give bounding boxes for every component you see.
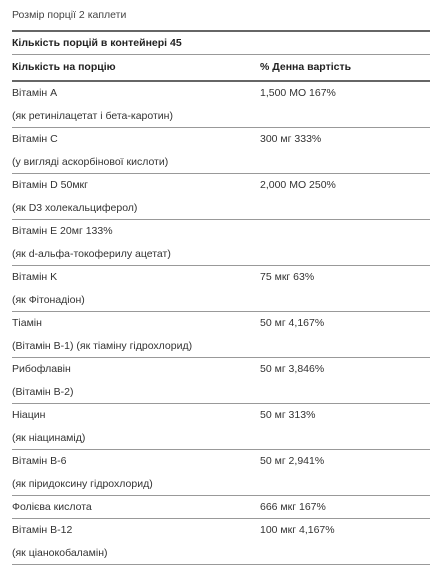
nutrient-value: 666 мкг 167% (260, 501, 326, 513)
nutrient-name: Вітамін E 20мг 133% (12, 225, 113, 237)
nutrient-source: (Вітамін B-2) (12, 385, 74, 398)
nutrient-value: 50 мг 3,846% (260, 363, 325, 375)
nutrient-value (260, 220, 430, 243)
nutrient-source: (як D3 холекальциферол) (12, 201, 138, 214)
table-row (12, 496, 430, 519)
nutrient-name: Вітамін A (12, 87, 58, 99)
nutrient-name: Ніацин (12, 409, 46, 421)
nutrient-source: (як ціанокобаламін) (12, 546, 108, 559)
table-row (12, 404, 430, 450)
nutrient-value: 2,000 МО 250% (260, 179, 336, 191)
header-daily-value: % Денна вартість (260, 61, 352, 73)
nutrient-name: Вітамін B-6 (12, 455, 67, 467)
table-row (12, 450, 430, 496)
table-row (12, 82, 430, 128)
nutrient-name: Вітамін D 50мкг (12, 179, 88, 191)
servings-per-container: Кількість порцій в контейнері 45 (12, 32, 430, 55)
nutrient-source: (Вітамін B-1) (як тіаміну гідрохлорид) (12, 339, 193, 352)
nutrient-name: Рибофлавін (12, 363, 71, 375)
nutrient-source: (у вигляді аскорбінової кислоти) (12, 155, 169, 168)
nutrient-name: Фолієва кислота (12, 501, 92, 513)
table-row (12, 519, 430, 565)
nutrient-name: Тіамін (12, 317, 42, 329)
nutrient-source: (як піридоксину гідрохлорид) (12, 477, 153, 490)
nutrient-value: 1,500 МО 167% (260, 87, 336, 99)
nutrient-source: (як ніацинамід) (12, 431, 86, 444)
table-row (12, 174, 430, 220)
nutrient-value: 50 мг 4,167% (260, 317, 325, 329)
nutrient-value: 100 мкг 4,167% (260, 524, 335, 536)
table-header (12, 55, 430, 82)
table-row (12, 358, 430, 404)
nutrient-value: 50 мг 313% (260, 409, 316, 421)
nutrient-name: Вітамін C (12, 133, 58, 145)
table-row (12, 220, 430, 266)
nutrient-name: Вітамін B-12 (12, 524, 73, 536)
table-row (12, 312, 430, 358)
nutrient-value: 50 мг 2,941% (260, 455, 325, 467)
serving-size: Розмір порції 2 каплети (12, 9, 127, 21)
nutrient-value: 300 мг 333% (260, 133, 322, 145)
nutrient-value: 75 мкг 63% (260, 271, 315, 283)
nutrient-source: (як ретинілацетат і бета-каротин) (12, 109, 173, 122)
nutrient-source: (як d-альфа-токоферилу ацетат) (12, 247, 171, 260)
table-row (12, 266, 430, 312)
table-row (12, 128, 430, 174)
nutrient-name: Вітамін K (12, 271, 58, 283)
header-amount-per-serving: Кількість на порцію (12, 61, 116, 73)
nutrient-source: (як Фітонадіон) (12, 293, 85, 306)
